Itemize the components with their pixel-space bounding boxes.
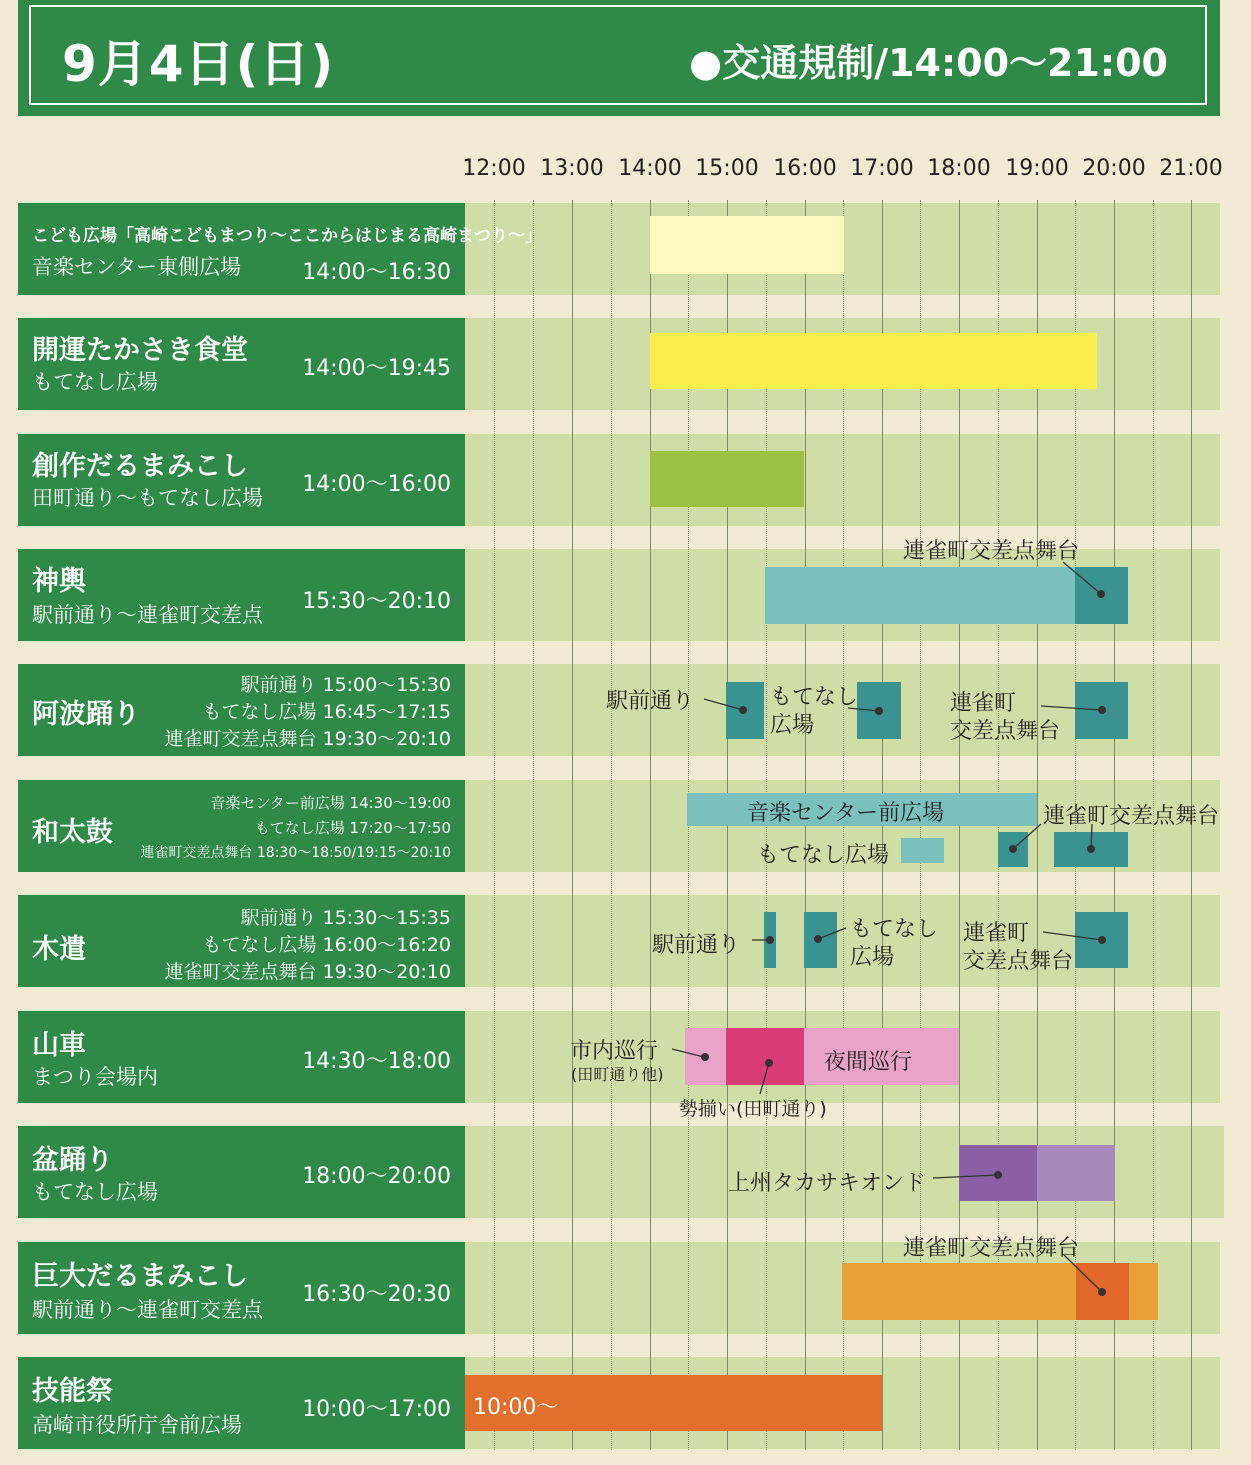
- annotation-kiyari-renjaku: 連雀町: [963, 921, 1030, 946]
- marker-dot: [766, 936, 774, 944]
- event-place: 高崎市役所庁舎前広場: [32, 1413, 242, 1437]
- annotation-dashi-seizoroi: 勢揃い(田町通り): [679, 1098, 827, 1120]
- event-time: 15:30〜20:10: [302, 589, 451, 614]
- event-place: まつり会場内: [32, 1065, 158, 1089]
- event-place: もてなし広場: [32, 370, 158, 394]
- tick-label: 18:00: [927, 156, 991, 181]
- event-sub-time: 連雀町交差点舞台 19:30〜20:10: [164, 728, 451, 750]
- event-name: 和太鼓: [32, 817, 113, 848]
- event-time: 14:30〜18:00: [302, 1049, 451, 1074]
- event-place: 駅前通り〜連雀町交差点: [32, 1298, 263, 1322]
- annotation-awa-renjaku: 連雀町: [950, 691, 1017, 716]
- event-sub-time: 連雀町交差点舞台 19:30〜20:10: [164, 961, 451, 983]
- annotation-taiko-stage: 連雀町交差点舞台: [1043, 804, 1220, 829]
- tick-label: 14:00: [618, 156, 682, 181]
- event-sub-time: 駅前通り 15:00〜15:30: [240, 674, 451, 696]
- marker-dot: [1097, 590, 1105, 598]
- event-place: 駅前通り〜連雀町交差点: [32, 603, 263, 627]
- marker-dot: [1098, 1288, 1106, 1296]
- annotation-bon-ondo: 上州タカサキオンド: [728, 1171, 927, 1196]
- event-sub-time: もてなし広場 16:00〜16:20: [202, 934, 451, 956]
- annotation-awa-renjaku: 交差点舞台: [950, 719, 1061, 744]
- annotation-awa-ekimae: 駅前通り: [606, 689, 695, 714]
- annotation-kiyari-renjaku: 交差点舞台: [963, 949, 1074, 974]
- marker-dot: [739, 706, 747, 714]
- date-title: 9月4日(日): [62, 35, 335, 93]
- event-name: こども広場「高崎こどもまつり〜ここからはじまる高崎まつり〜」: [32, 226, 542, 246]
- annotation-ginou-start: 10:00〜: [473, 1395, 559, 1420]
- marker-dot: [814, 935, 822, 943]
- event-sub-time: もてなし広場 16:45〜17:15: [202, 701, 451, 723]
- event-name: 盆踊り: [32, 1145, 113, 1176]
- event-name: 木遣: [32, 934, 86, 965]
- event-sub-time: 連雀町交差点舞台 18:30〜18:50/19:15〜20:10: [140, 845, 451, 861]
- annotation-mikoshi-stage: 連雀町交差点舞台: [903, 539, 1080, 564]
- annotation-taiko-motenashi: もてなし広場: [757, 843, 890, 868]
- event-time: 10:00〜17:00: [302, 1397, 451, 1422]
- event-name: 山車: [32, 1030, 86, 1061]
- event-sub-time: 音楽センター前広場 14:30〜19:00: [210, 794, 451, 812]
- tick-label: 13:00: [540, 156, 604, 181]
- marker-dot: [1098, 936, 1106, 944]
- annotation-kyodai-stage: 連雀町交差点舞台: [903, 1236, 1080, 1261]
- marker-dot: [994, 1171, 1002, 1179]
- event-time: 18:00〜20:00: [302, 1164, 451, 1189]
- tick-label: 17:00: [850, 156, 914, 181]
- event-time: 14:00〜16:00: [302, 472, 451, 497]
- tick-label: 21:00: [1159, 156, 1223, 181]
- traffic-regulation: ●交通規制/14:00〜21:00: [689, 41, 1168, 85]
- tick-label: 15:00: [695, 156, 759, 181]
- marker-dot: [875, 707, 883, 715]
- event-place: 音楽センター東側広場: [32, 255, 242, 279]
- annotation-awa-motenashi: もてなし: [770, 685, 859, 710]
- event-name: 技能祭: [32, 1376, 113, 1407]
- event-name: 創作だるまみこし: [32, 451, 248, 482]
- tick-label: 20:00: [1082, 156, 1146, 181]
- event-name: 巨大だるまみこし: [32, 1261, 248, 1292]
- event-sub-time: 駅前通り 15:30〜15:35: [240, 907, 451, 929]
- annotation-kiyari-motenashi: もてなし: [850, 917, 939, 942]
- annotation-kiyari-ekimae: 駅前通り: [652, 933, 741, 958]
- event-place: 田町通り〜もてなし広場: [32, 486, 263, 510]
- event-sub-time: もてなし広場 17:20〜17:50: [254, 819, 451, 837]
- annotation-dashi-yakan: 夜間巡行: [824, 1050, 913, 1075]
- annotation-kiyari-motenashi: 広場: [850, 945, 895, 970]
- event-name: 神輿: [32, 566, 86, 597]
- annotation-awa-motenashi: 広場: [770, 713, 815, 738]
- marker-dot: [1087, 845, 1095, 853]
- tick-label: 16:00: [773, 156, 837, 181]
- event-place: もてなし広場: [32, 1180, 158, 1204]
- tick-label: 19:00: [1005, 156, 1069, 181]
- event-time: 14:00〜16:30: [302, 260, 451, 285]
- annotation-dashi-junko-sub: (田町通り他): [571, 1065, 664, 1084]
- event-time: 14:00〜19:45: [302, 356, 451, 381]
- annotation-taiko-center: 音楽センター前広場: [747, 801, 945, 826]
- marker-dot: [1009, 845, 1017, 853]
- marker-dot: [765, 1059, 773, 1067]
- marker-dot: [1098, 706, 1106, 714]
- event-name: 開運たかさき食堂: [32, 335, 248, 366]
- marker-dot: [701, 1053, 709, 1061]
- event-name: 阿波踊り: [32, 699, 140, 730]
- annotation-dashi-junko: 市内巡行: [570, 1039, 659, 1064]
- event-time: 16:30〜20:30: [302, 1282, 451, 1307]
- tick-label: 12:00: [462, 156, 526, 181]
